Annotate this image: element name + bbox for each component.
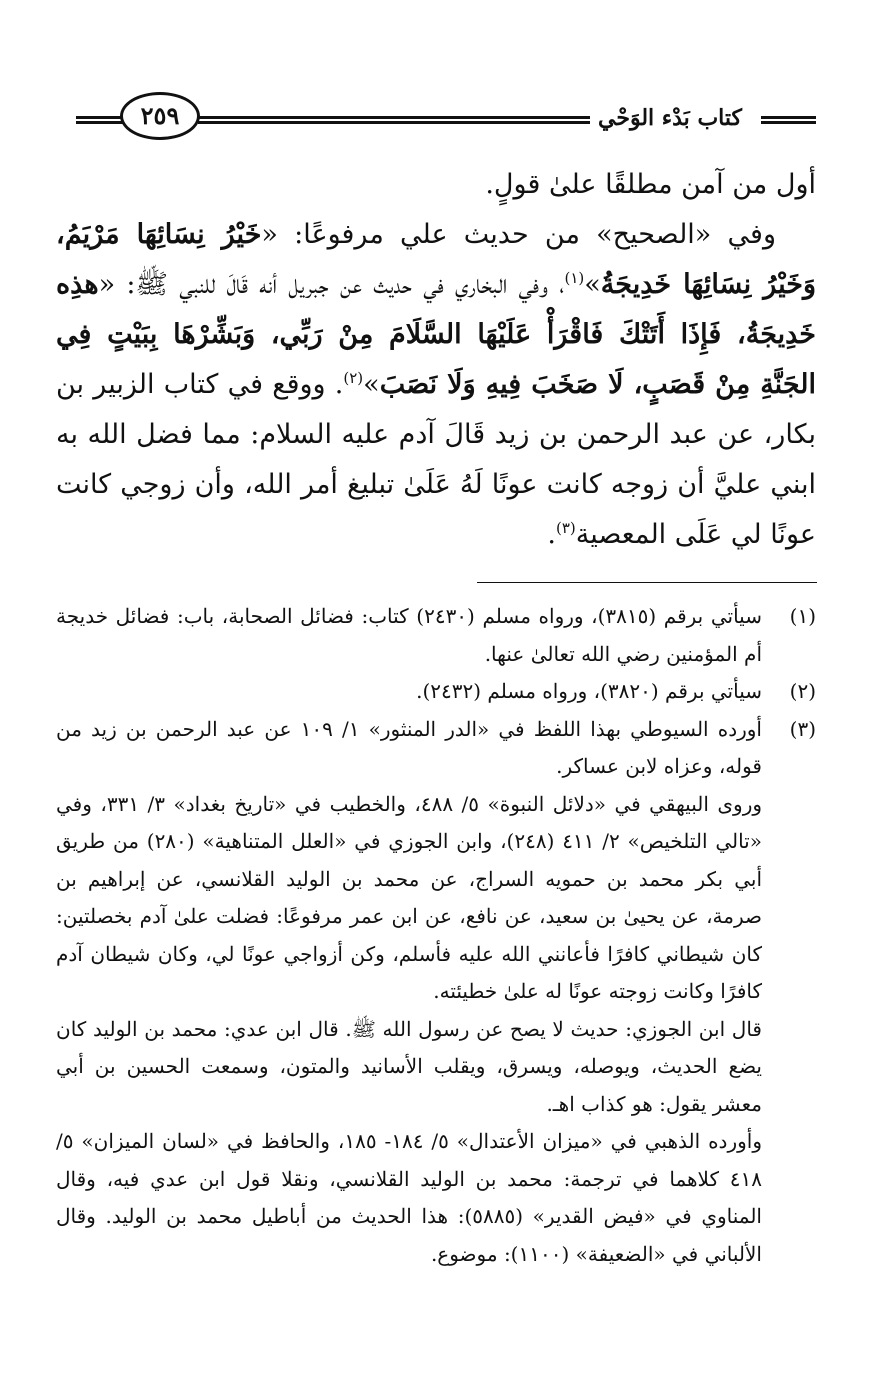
footnote-paragraph: وروى البيهقي في «دلائل النبوة» ٥/ ٤٨٨، والخطيب في «تاريخ بغداد» ٣/ ٣٣١، وفي «تالي التلخيص» ٢/ ٤١١ (٢٤٨)، وابن الجوزي في «العلل المتناهية» (٢٨٠) من طريق أبي بكر محمد بن حمويه السراج، عن محمد بن الوليد القلانسي، عن إبراهيم بن صرمة، عن يحيىٰ بن سعيد، عن نافع، عن ابن عمر مرفوعًا: فضلت علىٰ آدم بخصلتين: كان شيطاني كافرًا فأعانني الله عليه فأسلم، وكن أزواجي عونًا لي، وكان شيطان آدم كافرًا وكانت زوجته عونًا له علىٰ خطيئته. [56, 791, 763, 1003]
text-segment: . [547, 519, 556, 550]
text-segment: . ووقع في كتاب الزبير بن بكار، عن عبد الرحمن بن زيد قَالَ آدم عليه السلام: مما فضل الله به ابني عليَّ أن زوجه كانت عونًا لَهُ عَلَىٰ تبليغ أمر الله، وأن زوجي كانت عونًا لي عَلَى المعصية [56, 369, 816, 550]
footnote-body [56, 598, 762, 673]
hadith-quote-1: خَيْرُ نِسَائِهَا مَرْيَمُ، وَخَيْرُ نِسَائِهَا خَدِيجَةُ [56, 219, 816, 300]
hadith-quote-2: هذِه خَدِيجَةُ، فَإِذَا أَتَتْكَ فَاقْرَأْ عَلَيْهَا السَّلَامَ مِنْ رَبِّي، وَبَشِّرْهَا بِبَيْتٍ فِي الجَنَّةِ مِنْ قَصَبٍ، لَا صَخَبَ فِيهِ وَلَا نَصَبَ [56, 269, 816, 400]
footnote-1 [56, 598, 816, 673]
footnote-paragraph: أورده السيوطي بهذا اللفظ في «الدر المنثور» ١/ ١٠٩ عن عبد الرحمن بن زيد من قوله، وعزاه لابن عساكر. [56, 716, 762, 778]
main-text [56, 160, 816, 560]
footnote-2 [56, 673, 816, 711]
text-segment: وفي «الصحيح» من حديث علي مرفوعًا: « [261, 219, 776, 250]
footnote-paragraph: قال ابن الجوزي: حديث لا يصح عن رسول الله ﷺ. قال ابن عدي: محمد بن الوليد كان يضع الحديث، ويوصله، ويسرق، ويقلب الأسانيد والمتون، وسمعت الحسين بن أبي معشر يقول: هو كذاب اهـ. [56, 1016, 762, 1116]
running-title: كتاب بَدْء الوَحْي [590, 98, 750, 138]
page-header [76, 86, 816, 146]
header-rule-right [761, 116, 816, 124]
footnote-3 [56, 711, 816, 1274]
text-segment: ، وفي البخاري في حديث عن جبريل أنه قَالَ للنبي ﷺ: « [98, 269, 565, 300]
footnote-marker: (٣) [789, 716, 816, 741]
footnotes [56, 598, 816, 1273]
page-number: ٢٥٩ [120, 92, 200, 140]
footnote-marker: (١) [789, 604, 816, 628]
text-segment: » [584, 269, 601, 300]
footnote-ref-3[interactable]: (٣) [555, 519, 576, 537]
footnote-paragraph: سيأتي برقم (٣٨١٥)، ورواه مسلم (٢٤٣٠) كتاب: فضائل الصحابة، باب: فضائل خديجة أم المؤمنين رضي الله تعالىٰ عنها. [56, 604, 762, 666]
paragraph-2 [56, 210, 816, 560]
footnote-paragraph: سيأتي برقم (٣٨٢٠)، ورواه مسلم (٢٤٣٢). [416, 679, 762, 703]
footnote-marker: (٢) [789, 679, 816, 703]
text-segment: » [363, 369, 380, 400]
footnote-ref-2[interactable]: (٢) [343, 369, 364, 387]
footnote-separator [477, 582, 817, 583]
footnote-body [56, 673, 762, 711]
footnote-ref-1[interactable]: (١) [564, 269, 585, 287]
paragraph-1: أول من آمن مطلقًا علىٰ قولٍ. [485, 169, 816, 200]
footnote-paragraph: وأورده الذهبي في «ميزان الأعتدال» ٥/ ١٨٤- ١٨٥، والحافظ في «لسان الميزان» ٥/ ٤١٨ كلاهما في ترجمة: محمد بن الوليد القلانسي، ونقلا قول ابن عدي فيه، وقال المناوي في «فيض القدير» (٥٨٨٥): هذا الحديث من أباطيل محمد بن الوليد. وقال الألباني في «الضعيفة» (١١٠٠): موضوع. [56, 1129, 762, 1266]
header-rule-left [76, 116, 124, 124]
footnote-body [56, 711, 762, 1274]
